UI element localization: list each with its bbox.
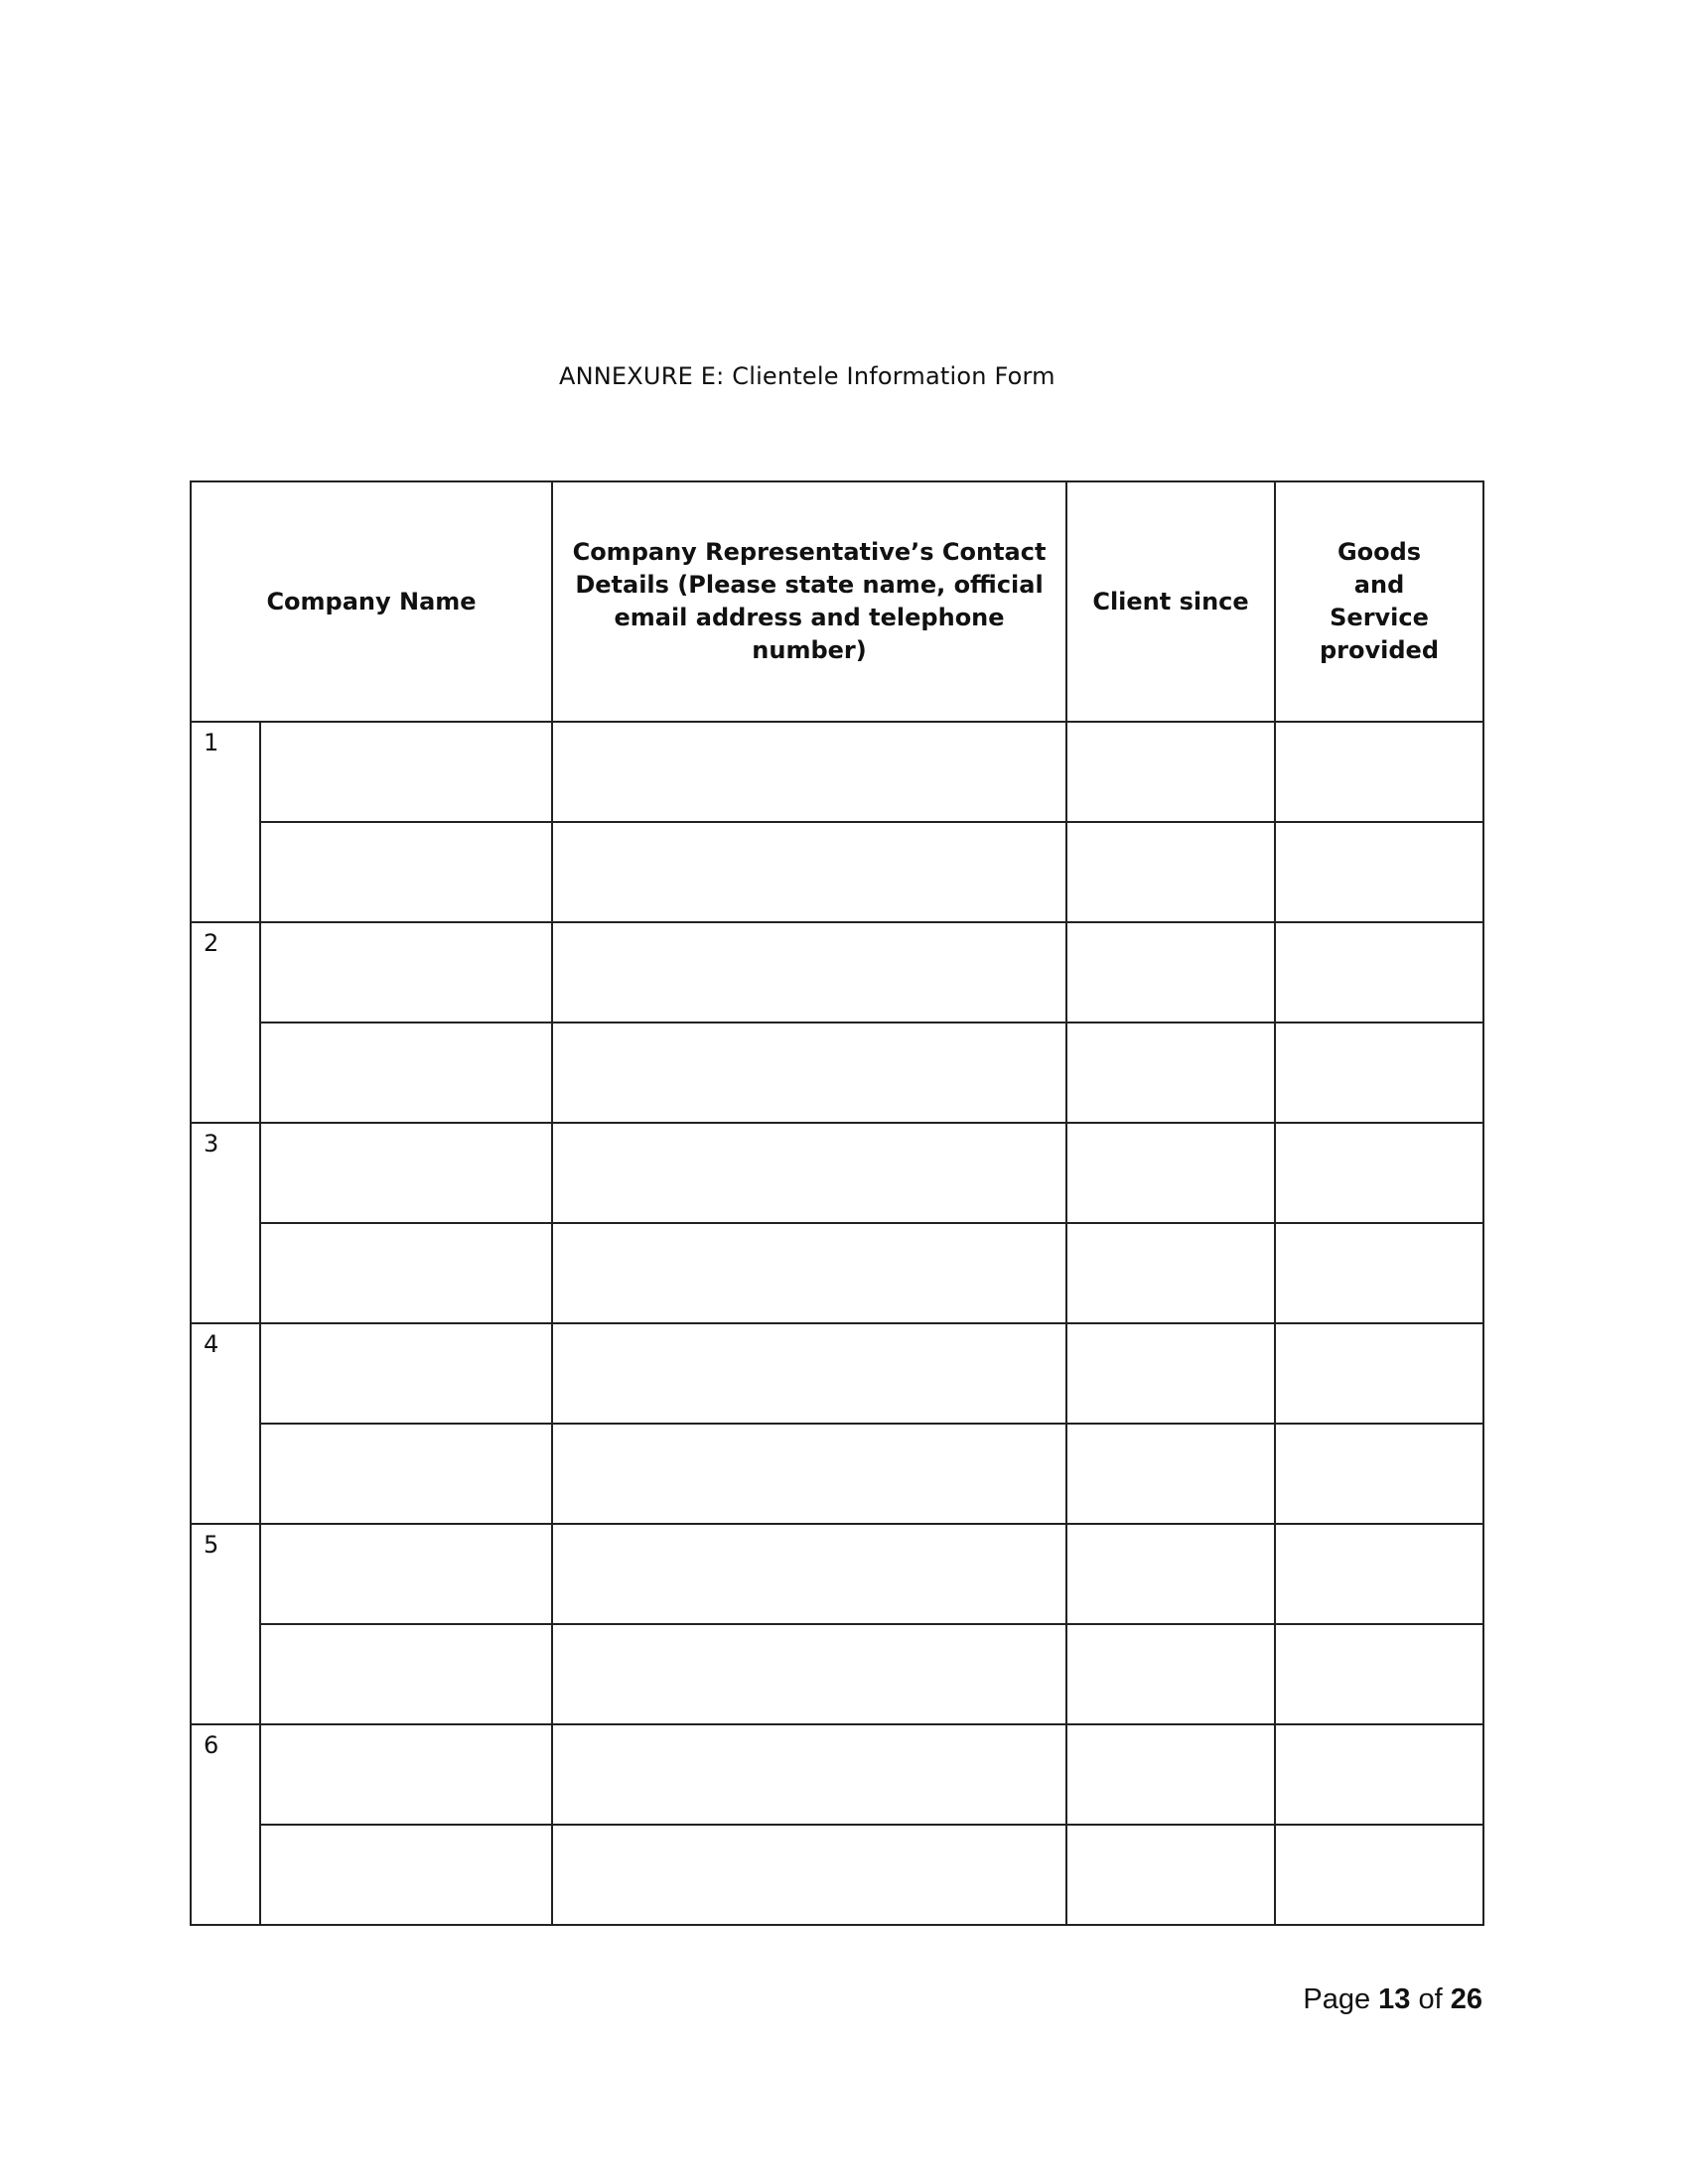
contact-details-cell[interactable] bbox=[552, 722, 1066, 822]
page-footer bbox=[1303, 1983, 1482, 2016]
goods-services-cell[interactable] bbox=[1275, 1223, 1483, 1323]
table-row bbox=[191, 1825, 1483, 1925]
table-row bbox=[191, 722, 1483, 822]
table-row bbox=[191, 1323, 1483, 1424]
table-row bbox=[191, 1223, 1483, 1323]
header-goods-services-label: Goods and Service provided bbox=[1320, 538, 1440, 664]
client-since-cell[interactable] bbox=[1066, 922, 1275, 1023]
contact-details-cell[interactable] bbox=[552, 1424, 1066, 1524]
table-row bbox=[191, 1524, 1483, 1624]
company-name-cell[interactable] bbox=[260, 1023, 552, 1123]
goods-services-cell[interactable] bbox=[1275, 1724, 1483, 1825]
goods-services-cell[interactable] bbox=[1275, 1624, 1483, 1724]
contact-details-cell[interactable] bbox=[552, 1223, 1066, 1323]
table-row bbox=[191, 1724, 1483, 1825]
contact-details-cell[interactable] bbox=[552, 1524, 1066, 1624]
client-since-cell[interactable] bbox=[1066, 1223, 1275, 1323]
company-name-cell[interactable] bbox=[260, 1223, 552, 1323]
table-row bbox=[191, 922, 1483, 1023]
footer-total-pages: 26 bbox=[1450, 1983, 1482, 2015]
company-name-cell[interactable] bbox=[260, 1624, 552, 1724]
header-client-since: Client since bbox=[1066, 481, 1275, 722]
footer-current-page: 13 bbox=[1378, 1983, 1411, 2015]
company-name-cell[interactable] bbox=[260, 922, 552, 1023]
goods-services-cell[interactable] bbox=[1275, 1123, 1483, 1223]
client-since-cell[interactable] bbox=[1066, 1524, 1275, 1624]
contact-details-cell[interactable] bbox=[552, 822, 1066, 922]
table-row bbox=[191, 1624, 1483, 1724]
header-goods-services bbox=[1275, 481, 1483, 722]
client-since-cell[interactable] bbox=[1066, 722, 1275, 822]
footer-of-word: of bbox=[1418, 1983, 1443, 2015]
contact-details-cell[interactable] bbox=[552, 1825, 1066, 1925]
goods-services-cell[interactable] bbox=[1275, 1323, 1483, 1424]
clientele-table bbox=[190, 480, 1484, 1926]
footer-page-word: Page bbox=[1303, 1983, 1371, 2015]
goods-services-cell[interactable] bbox=[1275, 822, 1483, 922]
row-number: 2 bbox=[191, 922, 260, 1123]
contact-details-cell[interactable] bbox=[552, 1123, 1066, 1223]
table-header-row bbox=[191, 481, 1483, 722]
goods-services-cell[interactable] bbox=[1275, 1825, 1483, 1925]
row-number: 5 bbox=[191, 1524, 260, 1724]
goods-services-cell[interactable] bbox=[1275, 1023, 1483, 1123]
client-since-cell[interactable] bbox=[1066, 1323, 1275, 1424]
row-number: 3 bbox=[191, 1123, 260, 1323]
contact-details-cell[interactable] bbox=[552, 1323, 1066, 1424]
row-number: 4 bbox=[191, 1323, 260, 1524]
client-since-cell[interactable] bbox=[1066, 1724, 1275, 1825]
form-title: ANNEXURE E: Clientele Information Form bbox=[559, 362, 1055, 390]
client-since-cell[interactable] bbox=[1066, 1825, 1275, 1925]
table-row bbox=[191, 822, 1483, 922]
contact-details-cell[interactable] bbox=[552, 922, 1066, 1023]
contact-details-cell[interactable] bbox=[552, 1724, 1066, 1825]
company-name-cell[interactable] bbox=[260, 1323, 552, 1424]
company-name-cell[interactable] bbox=[260, 1724, 552, 1825]
goods-services-cell[interactable] bbox=[1275, 1424, 1483, 1524]
company-name-cell[interactable] bbox=[260, 722, 552, 822]
header-company-name: Company Name bbox=[191, 481, 552, 722]
contact-details-cell[interactable] bbox=[552, 1023, 1066, 1123]
header-contact-details-label: Company Representative’s Contact Details (Please state name, official email address and telephone number) bbox=[572, 538, 1047, 664]
client-since-cell[interactable] bbox=[1066, 822, 1275, 922]
table-row bbox=[191, 1123, 1483, 1223]
company-name-cell[interactable] bbox=[260, 1123, 552, 1223]
row-number: 6 bbox=[191, 1724, 260, 1925]
company-name-cell[interactable] bbox=[260, 1424, 552, 1524]
contact-details-cell[interactable] bbox=[552, 1624, 1066, 1724]
company-name-cell[interactable] bbox=[260, 1825, 552, 1925]
table-row bbox=[191, 1023, 1483, 1123]
client-since-cell[interactable] bbox=[1066, 1123, 1275, 1223]
goods-services-cell[interactable] bbox=[1275, 922, 1483, 1023]
company-name-cell[interactable] bbox=[260, 822, 552, 922]
row-number: 1 bbox=[191, 722, 260, 922]
goods-services-cell[interactable] bbox=[1275, 722, 1483, 822]
client-since-cell[interactable] bbox=[1066, 1624, 1275, 1724]
table-row bbox=[191, 1424, 1483, 1524]
goods-services-cell[interactable] bbox=[1275, 1524, 1483, 1624]
company-name-cell[interactable] bbox=[260, 1524, 552, 1624]
header-contact-details bbox=[552, 481, 1066, 722]
client-since-cell[interactable] bbox=[1066, 1424, 1275, 1524]
client-since-cell[interactable] bbox=[1066, 1023, 1275, 1123]
